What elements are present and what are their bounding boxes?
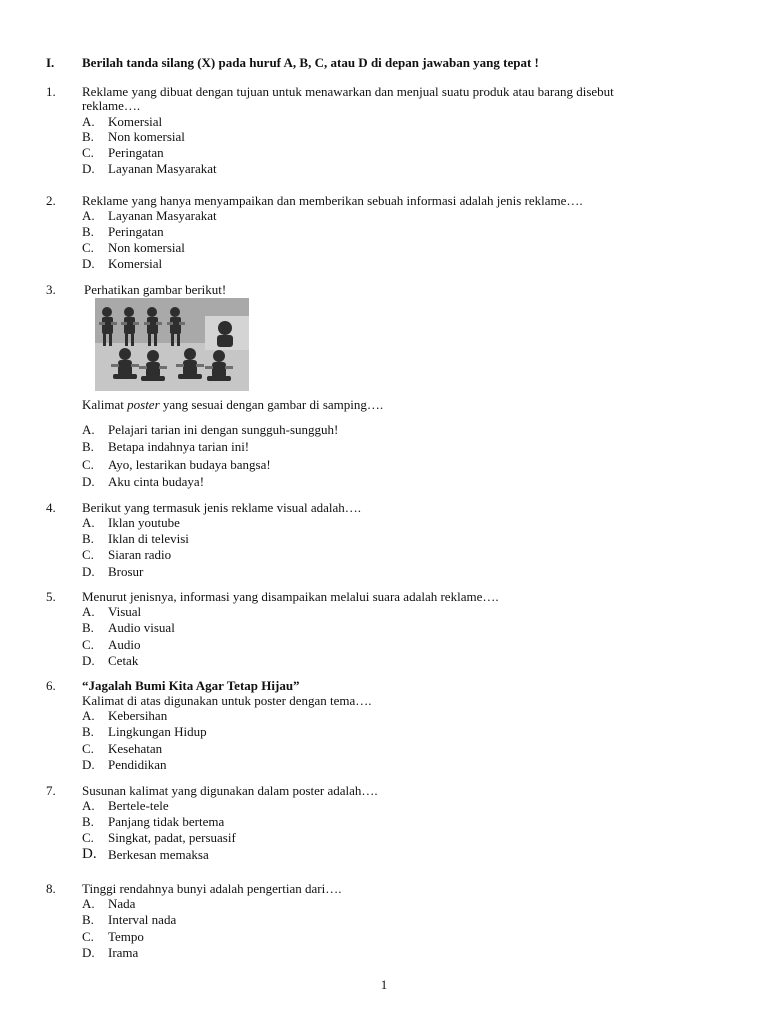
question-number: 6. [46, 678, 56, 693]
option-letter: A. [82, 422, 95, 437]
question-number: 3. [46, 282, 56, 297]
option-letter: D. [82, 564, 95, 579]
option-letter: B. [82, 224, 94, 239]
question-number: 1. [46, 84, 56, 99]
option-letter: C. [82, 741, 94, 756]
option-text: Pendidikan [108, 757, 167, 772]
option-text: Peringatan [108, 145, 164, 160]
page-number: 1 [380, 977, 388, 992]
option-text: Ayo, lestarikan budaya bangsa! [108, 457, 271, 472]
option-letter: B. [82, 814, 94, 829]
question-text: Susunan kalimat yang digunakan dalam poster adalah…. [82, 783, 378, 798]
section-instruction: Berilah tanda silang (X) pada huruf A, B, C, atau D di depan jawaban yang tepat ! [82, 55, 539, 70]
option-text: Siaran radio [108, 547, 172, 562]
option-text: Kebersihan [108, 708, 168, 723]
option-letter: D. [82, 757, 95, 772]
option-text: Komersial [108, 256, 163, 271]
option-text: Komersial [108, 114, 163, 129]
question-number: 5. [46, 589, 56, 604]
question-number: 8. [46, 881, 56, 896]
option-letter: C. [82, 637, 94, 652]
option-letter: C. [82, 929, 94, 944]
prompt-italic-word: poster [127, 397, 160, 412]
question-text: Berikut yang termasuk jenis reklame visual adalah…. [82, 500, 362, 515]
option-letter: B. [82, 912, 94, 927]
option-text: Aku cinta budaya! [108, 474, 205, 489]
question-number: 7. [46, 783, 56, 798]
option-text: Singkat, padat, persuasif [108, 830, 236, 845]
option-text: Iklan youtube [108, 515, 180, 530]
dance-photo [95, 298, 249, 391]
option-letter: B. [82, 439, 94, 454]
question-text: Reklame yang hanya menyampaikan dan memberikan sebuah informasi adalah jenis reklame…. [82, 193, 583, 208]
option-text: Iklan di televisi [108, 531, 189, 546]
option-letter: B. [82, 620, 94, 635]
option-letter: A. [82, 798, 95, 813]
option-letter: B. [82, 129, 94, 144]
option-letter: C. [82, 547, 94, 562]
option-letter: A. [82, 708, 95, 723]
quote-text: “Jagalah Bumi Kita Agar Tetap Hijau” [82, 678, 300, 693]
option-text: Peringatan [108, 224, 164, 239]
option-text: Irama [108, 945, 139, 960]
question-text: Kalimat di atas digunakan untuk poster dengan tema…. [82, 693, 372, 708]
option-letter: D. [82, 256, 95, 271]
option-letter: A. [82, 515, 95, 530]
section-number: I. [46, 55, 55, 70]
option-letter: D. [82, 846, 97, 862]
option-text: Visual [108, 604, 142, 619]
option-text: Layanan Masyarakat [108, 208, 217, 223]
option-text: Betapa indahnya tarian ini! [108, 439, 250, 454]
option-text: Lingkungan Hidup [108, 724, 207, 739]
option-letter: D. [82, 161, 95, 176]
option-letter: A. [82, 604, 95, 619]
option-text: Bertele-tele [108, 798, 169, 813]
option-text: Nada [108, 896, 136, 911]
question-text: reklame…. [82, 98, 141, 113]
question-text: Perhatikan gambar berikut! [84, 282, 227, 297]
option-text: Pelajari tarian ini dengan sungguh-sungguh! [108, 422, 339, 437]
option-text: Cetak [108, 653, 139, 668]
option-text: Interval nada [108, 912, 177, 927]
option-letter: C. [82, 240, 94, 255]
option-text: Tempo [108, 929, 144, 944]
option-letter: C. [82, 830, 94, 845]
question-text: Tinggi rendahnya bunyi adalah pengertian dari…. [82, 881, 342, 896]
option-text: Audio [108, 637, 141, 652]
option-letter: D. [82, 474, 95, 489]
option-text: Panjang tidak bertema [108, 814, 225, 829]
prompt-text: Kalimat [82, 397, 128, 412]
option-text: Layanan Masyarakat [108, 161, 217, 176]
option-text: Non komersial [108, 129, 185, 144]
option-letter: A. [82, 208, 95, 223]
option-text: Non komersial [108, 240, 185, 255]
option-letter: B. [82, 724, 94, 739]
option-letter: B. [82, 531, 94, 546]
question-number: 2. [46, 193, 56, 208]
option-letter: D. [82, 945, 95, 960]
option-text: Kesehatan [108, 741, 163, 756]
question-text: Reklame yang dibuat dengan tujuan untuk menawarkan dan menjual suatu produk atau barang disebut [82, 84, 614, 99]
option-text: Brosur [108, 564, 144, 579]
option-letter: D. [82, 653, 95, 668]
option-text: Audio visual [108, 620, 175, 635]
option-text: Berkesan memaksa [108, 847, 209, 862]
option-letter: C. [82, 457, 94, 472]
option-letter: A. [82, 114, 95, 129]
question-text: Menurut jenisnya, informasi yang disampaikan melalui suara adalah reklame…. [82, 589, 499, 604]
question-number: 4. [46, 500, 56, 515]
option-letter: A. [82, 896, 95, 911]
prompt-text: yang sesuai dengan gambar di samping…. [159, 397, 384, 412]
option-letter: C. [82, 145, 94, 160]
